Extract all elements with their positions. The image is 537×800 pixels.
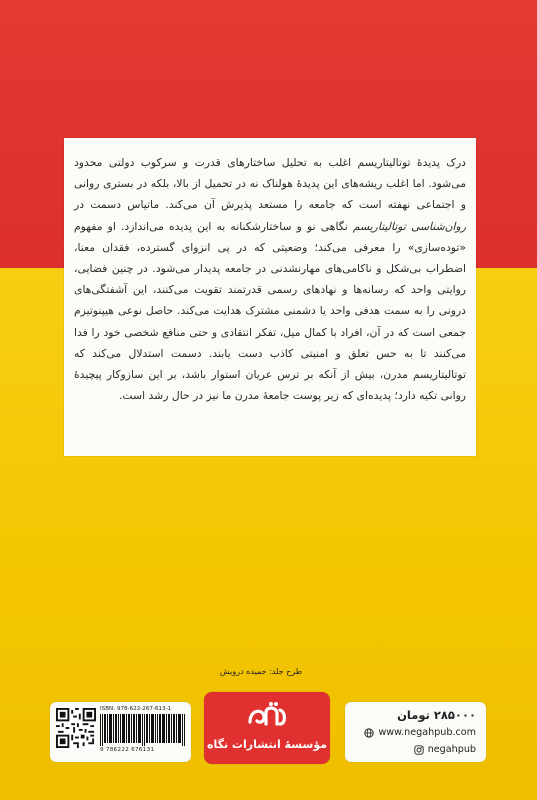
website-row[interactable] [364, 727, 476, 738]
cover-designer-credit: طرح جلد: حمیده درویش [219, 667, 303, 676]
publisher-logo-card [204, 692, 330, 764]
instagram-handle[interactable]: negahpub [427, 744, 476, 755]
publisher-name: مؤسسهٔ انتشارات نگاه [206, 738, 328, 751]
website-link[interactable]: www.negahpub.com [378, 727, 476, 738]
instagram-row[interactable] [414, 744, 476, 755]
isbn-label: ISBN: 978-622-267-613-1 [100, 706, 172, 712]
barcode-card [50, 702, 191, 762]
instagram-icon [414, 745, 424, 755]
price-contact-card [345, 702, 486, 762]
barcode-image [100, 714, 186, 746]
blurb-box [64, 138, 476, 456]
qr-code [56, 708, 96, 748]
globe-icon [364, 728, 374, 738]
blurb-text: درک پدیدهٔ توتالیتاریسم اغلب به تحلیل ساختارهای قدرت و سرکوب دولتی محدود می‌شود. اما اغلب ریشه‌های این پدیدهٔ هولناک نه در تحمیل از بالا، بلکه در بستری روانی و اجتماعی نهفته است که جامعه را مستعد پذیرش آن می‌کند. ماتیاس دسمت در روان‌شناسی توتالیتاریسم نگاهی نو و ساختارشکنانه به این پدیده می‌اندازد. او مفهوم «توده‌سازی» را معرفی می‌کند؛ وضعیتی که در پی انزوای گسترده، فقدان معنا، اضطراب بی‌شکل و ناکامی‌های مهارنشدنی در جامعه پدیدار می‌شود. در چنین فضایی، روایتی واحد که رسانه‌ها و نهادهای رسمی قدرتمند تقویت می‌کنند، این آشفتگی‌های درونی را به سمت هدفی واحد یا دشمنی مشترک هدایت می‌کند. حاصل نوعی هیپنوتیزم جمعی است که در آن، افراد با کمال میل، تفکر انتقادی و حتی منافع شخصی خود را فدا می‌کنند تا به حس تعلق و امنیتی کاذب دست یابند. دسمت استدلال می‌کند که توتالیتاریسم مدرن، بیش از آنکه بر ترس عریان استوار باشد، بر این سازوکار پیچیدهٔ روانی تکیه دارد؛ پدیده‌ای که زیر پوست جامعهٔ مدرن ما نیز در حال رشد است. [74, 156, 466, 403]
price-label: ۲۸۵۰۰۰ تومان [397, 708, 476, 722]
negah-logo-icon [246, 700, 288, 732]
book-title-italic: روان‌شناسی توتالیتاریسم [352, 219, 466, 233]
barcode-digits: 9 786222 676131 [100, 747, 155, 753]
